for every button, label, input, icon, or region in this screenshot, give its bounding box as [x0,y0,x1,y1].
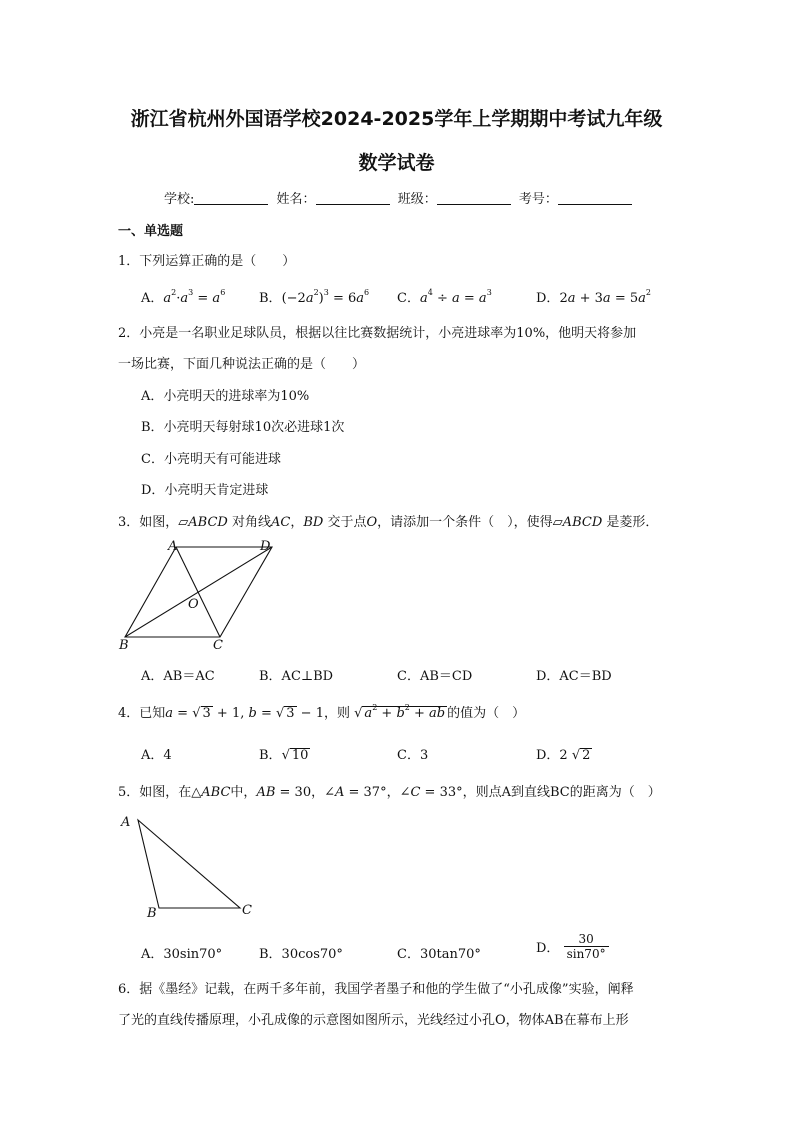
id-label: 考号： [518,192,558,207]
q4-option-b: B．√ 10 [259,748,309,763]
q3-label-b: B [119,638,129,653]
q2-stem-line1: 2．小亮是一名职业足球队员，根据以往比赛数据统计，小亮进球率为10%，他明天将参加 [118,326,637,341]
q6-line1: 6．据《墨经》记载，在两千多年前，我国学者墨子和他的学生做了“小孔成像”实验，阐释 [118,982,634,997]
school-label: 学校: [164,192,195,207]
section-heading: 一、单选题 [118,224,184,239]
q3-option-d: D．AC＝BD [536,669,612,684]
student-info-line [164,188,636,207]
q1-option-a: A．$a^2\cdot a^3 = a^6$ [141,288,226,306]
q5-label-a: A [121,815,131,830]
q5-option-c: C．30tan70° [397,947,481,962]
q3-parallelogram-figure [116,536,286,654]
name-label: 姓名： [276,192,316,207]
q3-option-b: B．AC⊥BD [259,669,334,684]
q5-option-d: D． $\frac{30}{\sin 70^\circ}$ [536,932,609,961]
name-field[interactable] [316,192,390,205]
q1-option-c: C．$a^4 \div a = a^3$ [397,288,492,306]
q1-option-d: D．$2a + 3a = 5a^2$ [536,288,651,306]
q6-line2: 了光的直线传播原理，小孔成像的示意图如图所示，光线经过小孔O，物体AB在幕布上形 [118,1013,629,1028]
class-field[interactable] [437,192,511,205]
q2-option-d: D．小亮明天肯定进球 [141,483,269,498]
q4-option-d: D．2 √ 2 [536,748,591,763]
q5-option-a: A．30sin70° [141,947,223,962]
q3-label-d: D [260,539,271,554]
q3-option-c: C．AB＝CD [397,669,473,684]
q1-stem: 1．下列运算正确的是（ ） [118,254,296,269]
q2-option-b: B．小亮明天每射球10次必进球1次 [141,420,345,435]
q5-label-b: B [147,906,157,921]
q5-option-b: B．30cos70° [259,947,343,962]
id-field[interactable] [558,192,632,205]
q5-label-c: C [242,903,252,918]
page-title: 浙江省杭州外国语学校2024-2025学年上学期期中考试九年级 [130,108,663,130]
q2-stem-line2: 一场比赛，下面几种说法正确的是（ ） [118,357,366,372]
q4-option-c: C．3 [397,748,429,763]
school-field[interactable] [194,192,268,205]
q5-option-d-fraction: $\frac{30}{\sin 70^\circ}$ [564,932,609,961]
q3-stem: 3．如图，▱ABCD 对角线AC，BD 交于点O，请添加一个条件（ ），使得▱ABCD 是菱形． [118,515,659,530]
q4-stem: 4．已知a = √ 3 + 1, b = √ 3 − 1，则 √ $a^2 + b^2$ + ab 的值为（ ） [118,703,526,721]
page-subtitle: 数学试卷 [358,152,435,174]
q5-triangle-figure [116,810,266,922]
q3-label-o: O [188,597,199,612]
q3-option-a: A．AB＝AC [141,669,215,684]
class-label: 班级： [397,192,437,207]
q3-label-a: A [168,539,178,554]
q2-option-a: A．小亮明天的进球率为10% [141,389,310,404]
q2-option-c: C．小亮明天有可能进球 [141,452,281,467]
q5-stem: 5．如图，在△ABC中，AB = 30，∠A = 37°，∠C = 33°，则点A到直线BC的距离为（ ） [118,785,661,800]
q1-option-b: B．$(-2a^2)^3 = 6a^6$ [259,288,370,306]
q3-label-c: C [213,638,223,653]
q4-option-a: A．4 [141,748,172,763]
